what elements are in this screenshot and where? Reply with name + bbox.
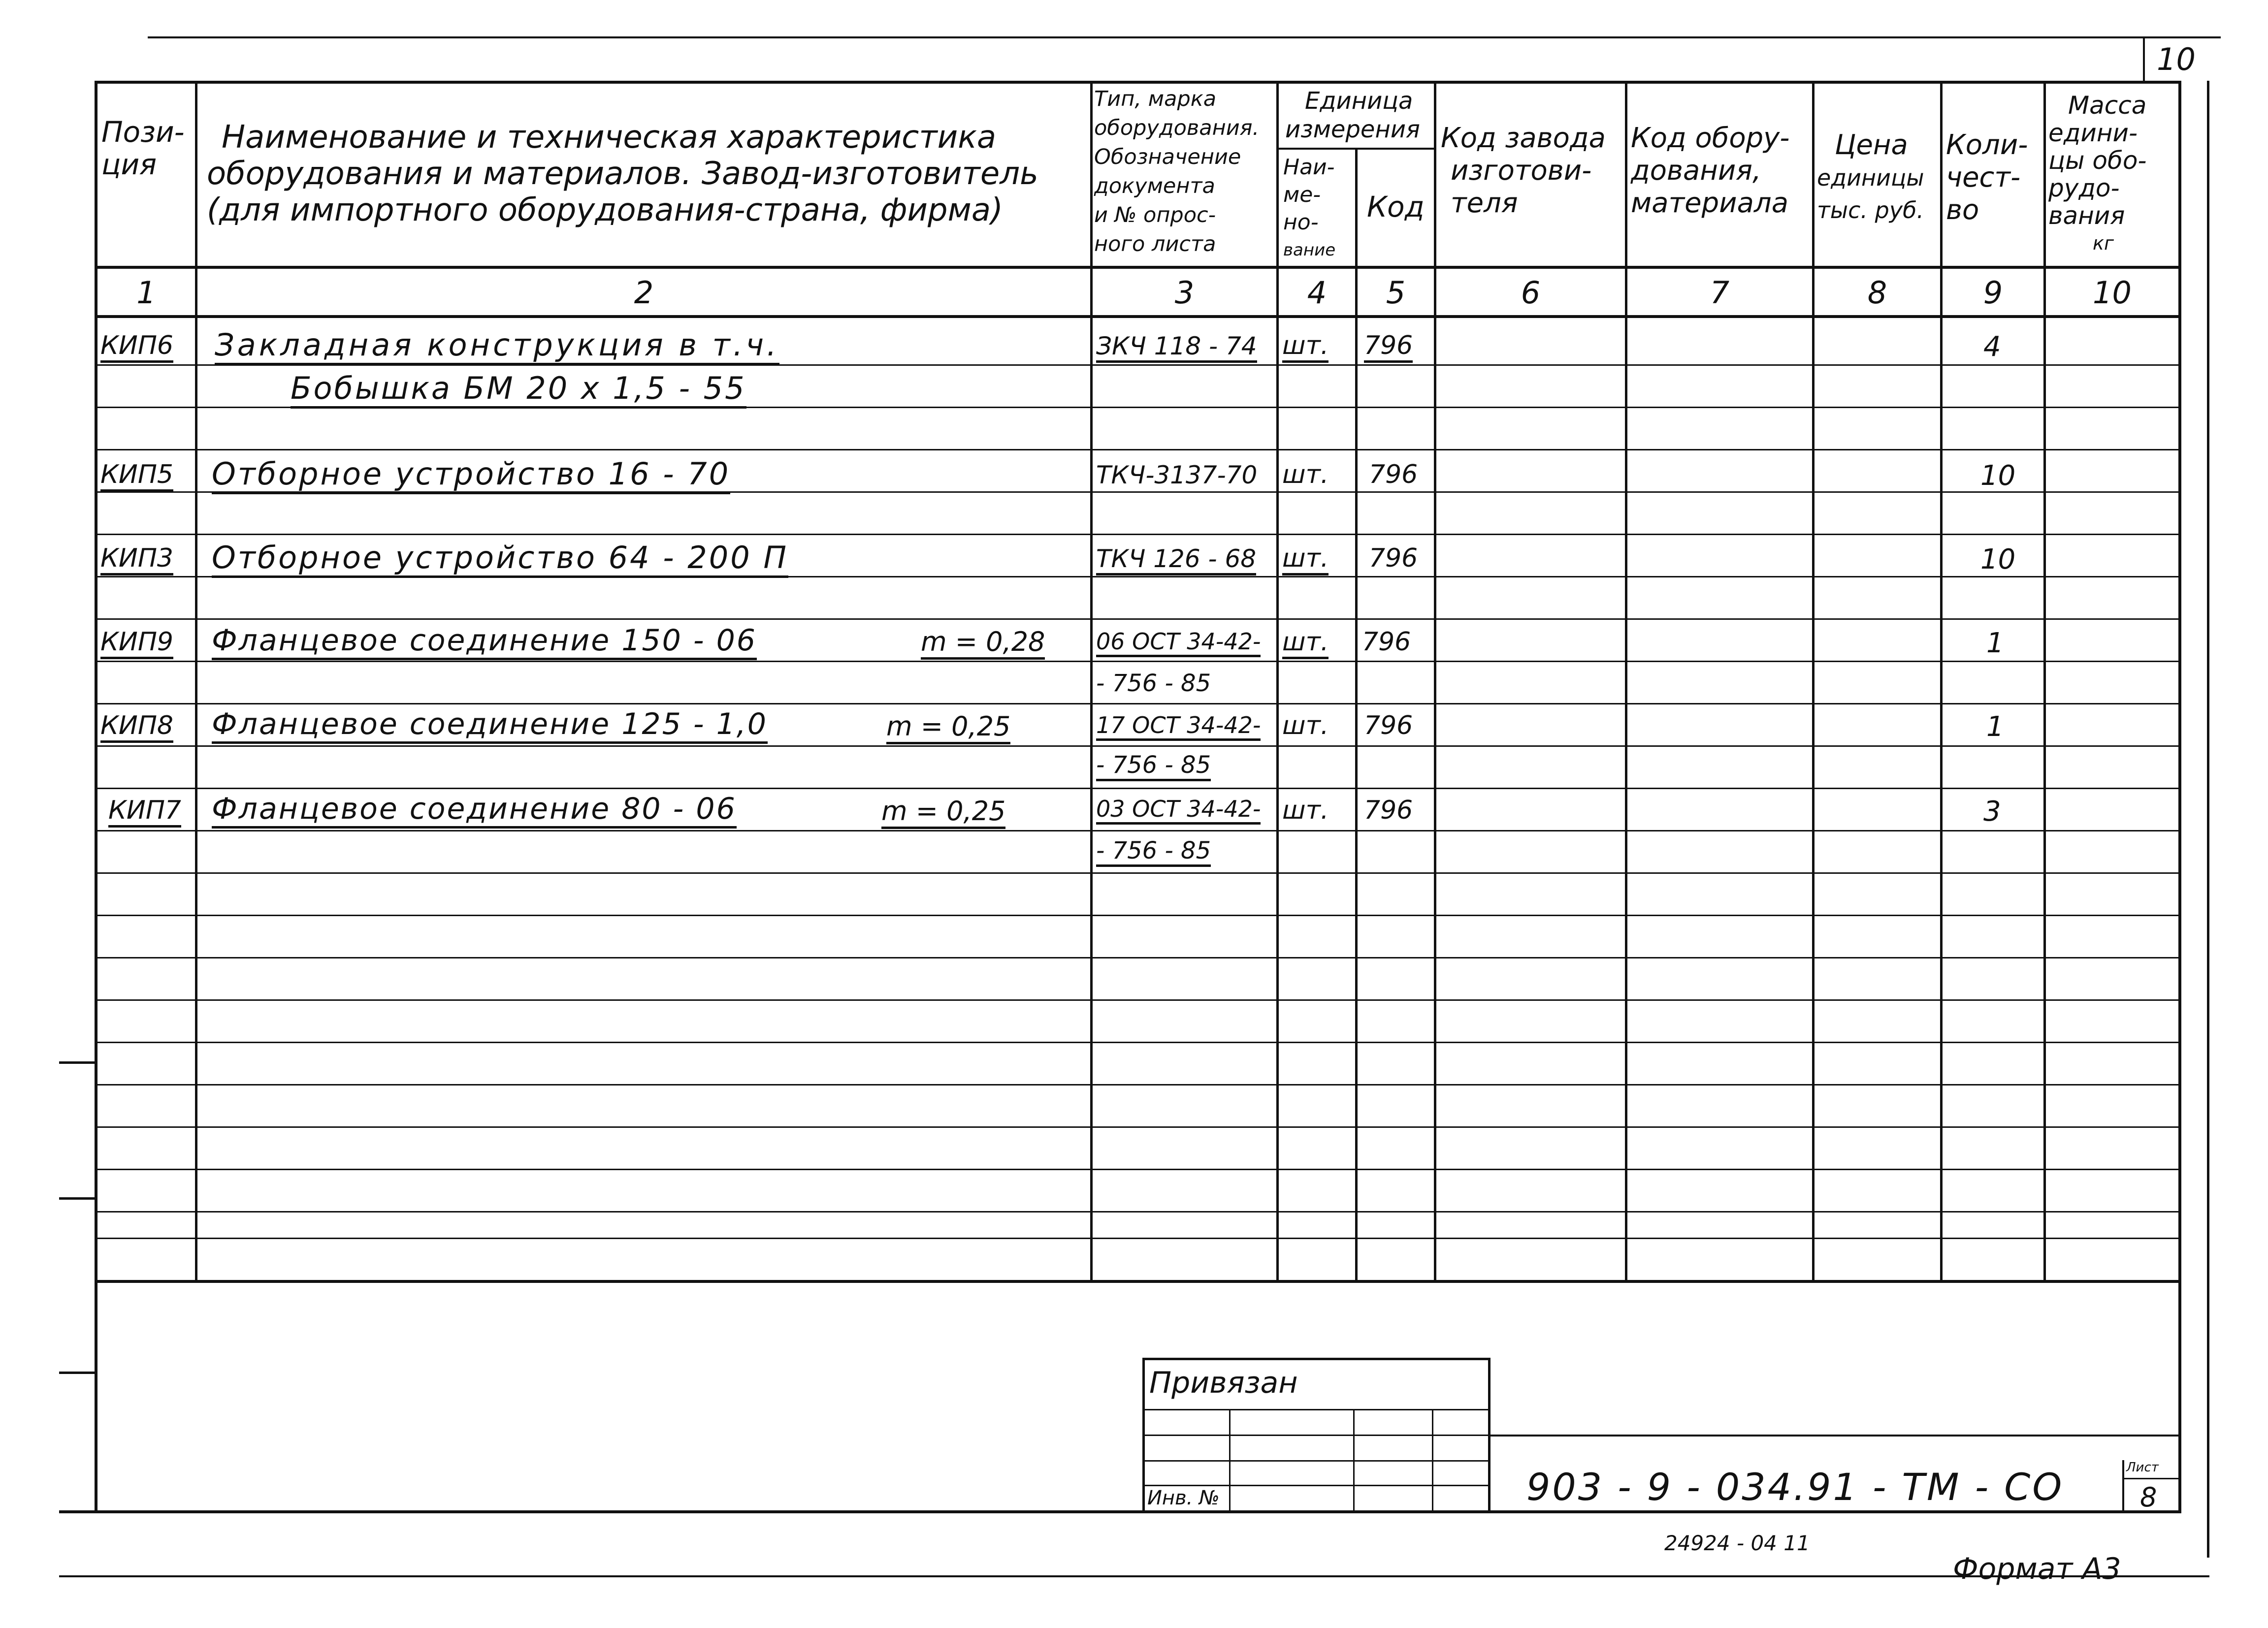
row-name: Бобышка БМ 20 х 1,5 - 55 [291,370,746,409]
list-box-divider [2122,1478,2178,1479]
row-unit: шт. [1282,460,1329,489]
row-name: Фланцевое соединение 150 - 06 [212,623,757,660]
row-line [95,534,2181,535]
row-pos: КИП6 [100,331,173,363]
row-line [95,703,2181,704]
sheet-number-top: 10 [2157,41,2196,77]
unit-group-divider [1276,148,1436,150]
colnum-1: 1 [136,275,156,311]
header-col8 [1817,129,1924,226]
stamp-list-number: 8 [2140,1482,2157,1513]
header-col6-line: изготови- [1451,155,1592,187]
margin-tick-1 [59,1061,97,1064]
colnum-7: 7 [1710,275,1730,311]
row-line [95,1238,2181,1239]
row-qty: 1 [1986,711,2004,743]
header-col7-line: дования, [1631,155,1761,187]
header-col2-line: Наименование и техническая характеристика [222,119,997,156]
header-col1-line: ция [101,148,157,181]
header-col7-line: Код обору- [1631,122,1790,154]
frame-bottom [59,1510,2181,1513]
frame-right [2178,81,2181,1513]
colnum-6: 6 [1521,275,1541,311]
stamp-col-1 [1229,1409,1231,1512]
row-pos: КИП5 [100,460,173,492]
row-line [95,661,2181,662]
row-unit: шт. [1282,627,1328,659]
header-col10-line: Масса [2068,91,2147,120]
doc-block-top [1490,1435,2178,1436]
row-pos: КИП3 [100,543,173,575]
header-col6-line: теля [1451,187,1518,219]
row-unit: шт. [1282,711,1329,740]
row-qty: 10 [1980,543,2016,575]
header-col3-line: и № опрос- [1094,203,1216,227]
frame-top [95,81,2181,84]
row-line [95,1169,2181,1170]
header-col3-line: документа [1094,174,1215,198]
row-pos: КИП7 [108,796,181,828]
col-line-1 [195,81,197,1282]
colnum-bottom-line [95,315,2181,318]
col-line-8 [1940,81,1943,1282]
header-col9-line: во [1946,194,1979,226]
row-line [95,915,2181,916]
stamp-inv-no: Инв. № [1147,1487,1220,1509]
header-col7-line: материала [1631,187,1789,219]
colnum-3: 3 [1174,275,1195,311]
row-doc: ЗКЧ 118 - 74 [1096,332,1257,363]
row-line [95,957,2181,958]
header-col10-line: рудо- [2048,174,2120,202]
stamp-row-2 [1142,1435,1490,1436]
header-col9 [1946,129,2028,226]
row-line [95,1211,2181,1213]
row-mass-note: m = 0,28 [921,626,1045,660]
col-line-3 [1276,81,1279,1282]
header-col10-line: кг [2093,232,2114,254]
header-col8-line: единицы [1817,164,1924,191]
header-col2 [207,119,1038,228]
frame-format-line [59,1575,2209,1577]
row-line [95,830,2181,831]
row-qty: 3 [1983,796,2001,828]
col-line-2 [1090,81,1093,1282]
row-name: Фланцевое соединение 80 - 06 [212,792,737,829]
header-col6 [1441,122,1606,220]
sheet-box-left [2143,36,2145,84]
header-unit-group [1285,87,1420,144]
row-line [95,449,2181,450]
row-doc2: - 756 - 85 [1096,670,1211,697]
header-col3-line: Обозначение [1094,145,1241,169]
stamp-row-1 [1142,1409,1490,1410]
header-col10-line: вания [2048,201,2125,230]
stamp-privyazan: Привязан [1149,1366,1298,1400]
row-code: 796 [1364,711,1413,740]
row-pos: КИП9 [100,627,173,659]
row-line [95,618,2181,620]
colnum-8: 8 [1867,275,1887,311]
format-label: Формат А3 [1953,1552,2121,1586]
row-line [95,999,2181,1001]
row-code: 796 [1369,460,1418,489]
colnum-5: 5 [1386,275,1406,311]
stamp-top [1142,1358,1490,1360]
header-col2-line: оборудования и материалов. Завод-изготовитель [207,156,1038,192]
header-col4-line: вание [1283,240,1336,260]
row-name: Отборное устройство 16 - 70 [212,456,730,494]
row-doc: ТКЧ-3137-70 [1096,461,1258,489]
row-doc: 06 ОСТ 34-42- [1096,628,1261,657]
row-line [95,1042,2181,1043]
row-name: Закладная конструкция в т.ч. [215,327,779,365]
colnum-2: 2 [634,275,654,311]
colnum-9: 9 [1983,275,2003,311]
row-name: Отборное устройство 64 - 200 П [212,540,788,578]
col-line-5 [1434,81,1436,1282]
frame-top-line [148,36,2221,38]
header-unit-line: Единица [1305,87,1413,115]
header-col10 [2048,92,2146,257]
row-unit: шт. [1282,796,1329,825]
table-end-line [95,1280,2181,1283]
margin-tick-3 [59,1372,97,1374]
row-line [95,745,2181,747]
colnum-10: 10 [2093,275,2132,311]
header-unit-line: измерения [1285,116,1420,143]
col-line-7 [1812,81,1814,1282]
header-col4 [1283,154,1335,264]
col-line-9 [2043,81,2046,1282]
row-code: 796 [1364,796,1413,825]
header-col3-line: Тип, марка [1094,87,1217,111]
header-col4-line: ме- [1283,182,1321,207]
row-line [95,872,2181,874]
col-line-6 [1625,81,1627,1282]
row-qty: 10 [1980,460,2016,492]
stamp-col-3 [1432,1409,1433,1512]
stamp-list-label: Лист [2126,1460,2159,1475]
header-col1 [101,116,185,181]
header-col6-line: Код завода [1441,122,1606,154]
header-col3-line: оборудования. [1094,116,1260,140]
margin-tick-2 [59,1197,97,1200]
header-col4-line: Наи- [1283,155,1335,180]
header-col8-line: тыс. руб. [1817,197,1924,223]
list-box-left [2122,1460,2124,1513]
row-line [95,788,2181,789]
row-doc2: - 756 - 85 [1096,837,1211,867]
header-col10-line: едини- [2048,119,2138,147]
colnum-4: 4 [1307,275,1327,311]
row-doc: 03 ОСТ 34-42- [1096,796,1261,825]
row-qty: 4 [1983,331,2001,363]
header-col3 [1094,85,1259,259]
header-col2-line: (для импортного оборудования-страна, фирма) [207,192,1003,228]
row-qty: 1 [1986,627,2004,659]
header-col7 [1631,122,1790,220]
bottom-code: 24924 - 04 11 [1664,1531,1810,1555]
row-line [95,1084,2181,1085]
row-unit: шт. [1282,543,1328,575]
row-name: Фланцевое соединение 125 - 1,0 [212,707,768,744]
header-col9-line: чест- [1946,161,2021,193]
stamp-row-4 [1142,1485,1490,1486]
stamp-row-3 [1142,1460,1490,1462]
header-col1-line: Пози- [101,115,185,149]
header-col10-line: цы обо- [2048,146,2147,175]
frame-outer-right [2207,81,2209,1558]
row-doc2: - 756 - 85 [1096,751,1211,781]
row-code: 796 [1362,627,1411,657]
row-code: 796 [1364,331,1413,363]
header-col8-line: Цена [1835,129,1908,161]
row-pos: КИП8 [100,711,173,743]
row-doc: 17 ОСТ 34-42- [1096,712,1261,741]
stamp-doc-code: 903 - 9 - 034.91 - ТМ - СО [1526,1465,2064,1509]
row-mass-note: m = 0,25 [881,796,1005,829]
header-col3-line: ного листа [1094,232,1216,256]
header-col9-line: Коли- [1946,129,2028,161]
row-code: 796 [1369,543,1418,573]
header-col5: Код [1367,190,1425,223]
row-doc: ТКЧ 126 - 68 [1096,544,1256,575]
header-col4-line: но- [1283,210,1319,235]
row-mass-note: m = 0,25 [886,711,1010,744]
row-line [95,1126,2181,1128]
header-bottom-line [95,266,2181,269]
stamp-col-2 [1353,1409,1355,1512]
row-unit: шт. [1282,331,1328,363]
